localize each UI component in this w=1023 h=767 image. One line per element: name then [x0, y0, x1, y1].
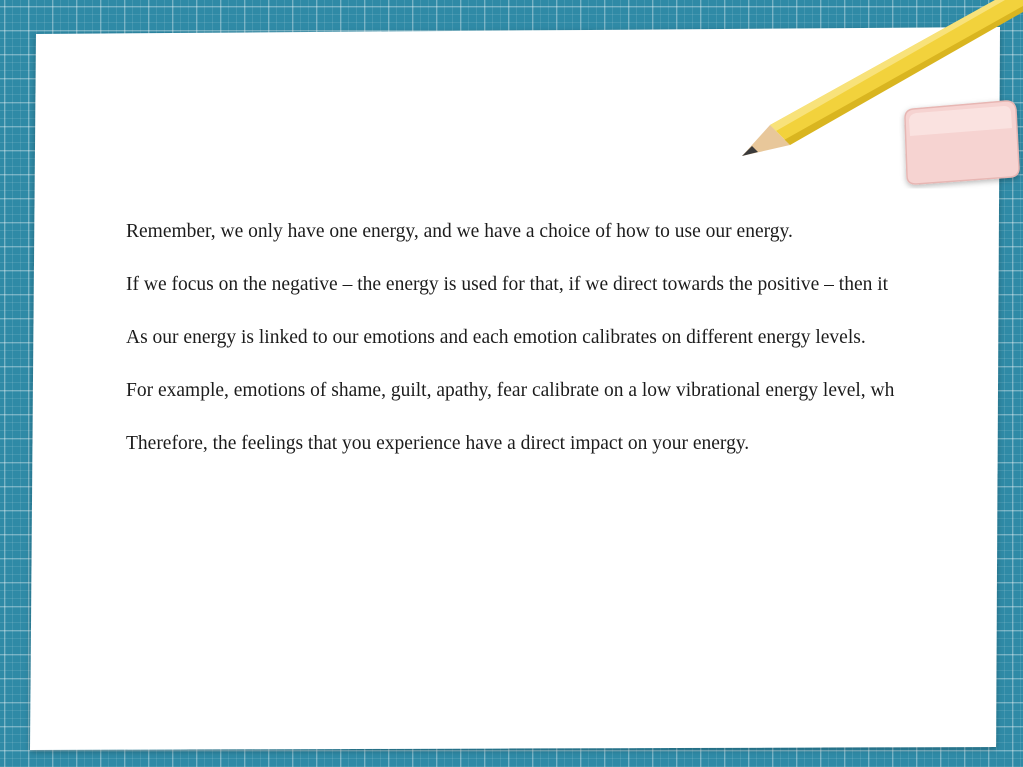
body-line-4: For example, emotions of shame, guilt, apathy, fear calibrate on a low vibrational energy level, wh: [126, 380, 895, 401]
body-line-3: As our energy is linked to our emotions and each emotion calibrates on different energy levels.: [126, 327, 866, 348]
body-line-5: Therefore, the feelings that you experience have a direct impact on your energy.: [126, 433, 750, 454]
body-line-2: If we focus on the negative – the energy is used for that, if we direct towards the positive – then it: [126, 274, 889, 295]
body-line-1: Remember, we only have one energy, and we have a choice of how to use our energy.: [126, 221, 793, 242]
slide-body: [126, 222, 996, 487]
